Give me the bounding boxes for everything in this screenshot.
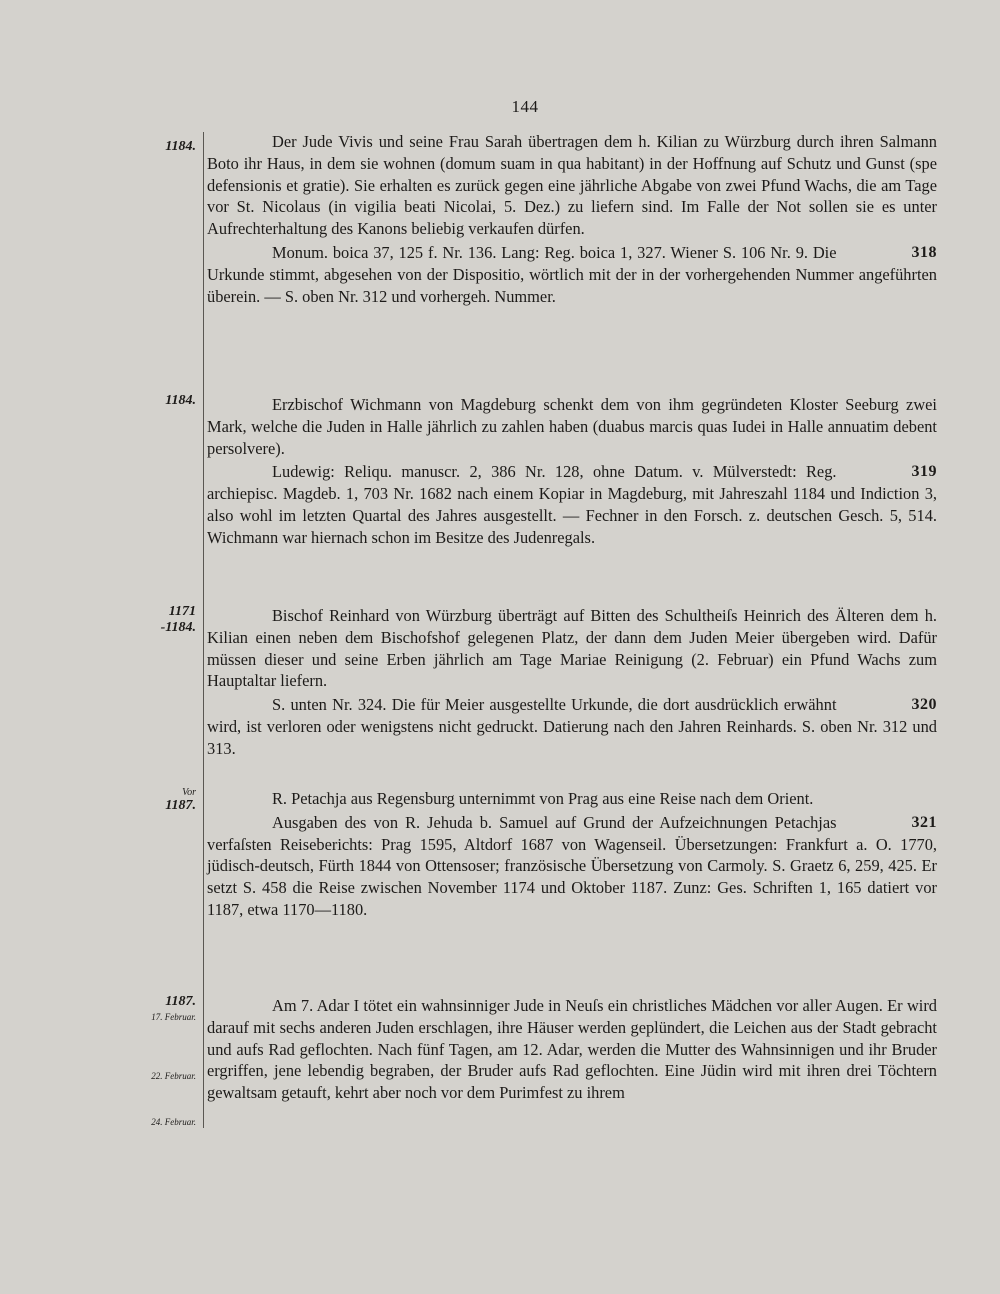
entry-318-note — [207, 242, 937, 307]
entry-320-note-text: S. unten Nr. 324. Die für Meier ausgestellte Urkunde, die dort ausdrücklich erwähnt wird, ist verloren oder wenigstens nicht gedruckt. Datierung nach den Jahren Reinhards. S. oben Nr. 312 und 313. — [207, 695, 937, 758]
entry-320-text: Bischof Reinhard von Würzburg überträgt auf Bitten des Schultheiſs Heinrich des Älteren dem h. Kilian einen neben dem Bischofshof gelegenen Platz, der dann dem Juden Meier übergeben wird. Dafür müssen dieser und seine Erben jährlich am Tage Mariae Reinigung (2. Februar) ein Pfund Wachs zum Hauptaltar liefern. — [207, 606, 937, 691]
entry-321-text: R. Petachja aus Regensburg unternimmt von Prag aus eine Reise nach dem Orient. — [272, 789, 814, 808]
margin-rule — [203, 132, 204, 1128]
entry-320-date-line2: -1184. — [160, 620, 196, 635]
entry-319 — [207, 394, 937, 549]
entry-318-text: Der Jude Vivis und seine Frau Sarah übertragen dem h. Kilian zu Würzburg durch ihren Salmann Boto ihr Haus, in dem sie wohnen (domum suam in qua habitant) in der Hoffnung auf Schutz und Gunst (spe defensionis et gratie). Sie erhalten es zurück gegen eine jährliche Abgabe von zwei Pfund Wachs, die am Tage vor St. Nicolaus (in vigilia beati Nicolai, 5. Dez.) zu liefern sind. Im Falle der Not sollen sie es unter Aufrechterhaltung des Kanons beliebig verkaufen dürfen. — [207, 132, 937, 239]
entry-319-number: 319 — [911, 463, 937, 481]
entry-321-date-year: 1187. — [165, 798, 196, 813]
entry-318-date: 1184. — [165, 139, 196, 154]
entry-322-date-sub3: 24. Februar. — [151, 1117, 196, 1127]
entry-322-date: 1187. — [165, 994, 196, 1009]
entry-321-number: 321 — [911, 813, 937, 831]
entry-320-date-line1: 1171 — [168, 604, 196, 619]
entry-318-note-text: Monum. boica 37, 125 f. Nr. 136. Lang: Reg. boica 1, 327. Wiener S. 106 Nr. 9. Die Urkunde stimmt, abgesehen von der Dispositio, wörtlich mit der in der vorhergehenden Nummer angeführten überein. — S. oben Nr. 312 und vorhergeh. Nummer. — [207, 242, 937, 306]
entry-322 — [207, 995, 937, 1104]
entry-322-date-sub1: 17. Februar. — [151, 1012, 196, 1022]
entry-320-date — [0, 604, 196, 636]
entry-319-note — [207, 461, 937, 548]
entry-319-date: 1184. — [165, 393, 196, 408]
entry-320 — [207, 605, 937, 760]
entry-318 — [207, 131, 937, 307]
entry-321-date — [0, 787, 196, 814]
entry-322-date-sub2: 22. Februar. — [151, 1071, 196, 1081]
entry-320-note — [207, 694, 937, 759]
entry-318-number: 318 — [911, 243, 937, 261]
entry-321-note — [207, 812, 937, 921]
entry-319-note-text: Ludewig: Reliqu. manuscr. 2, 386 Nr. 128, ohne Datum. v. Mülverstedt: Reg. archiepisc. Magdeb. 1, 703 Nr. 1682 nach einem Kopiar in Magdeburg, mit Jahreszahl 1184 und Indiction 3, also wohl im letzten Quartal des Jahres ausgestellt. — Fechner in den Forsch. z. deutschen Gesch. 5, 514. Wichmann war hiernach schon im Besitze des Judenregals. — [207, 462, 937, 547]
entry-321 — [207, 788, 937, 921]
entry-321-note-text: Ausgaben des von R. Jehuda b. Samuel auf Grund der Aufzeichnungen Petachjas verfaſsten Reiseberichts: Prag 1595, Altdorf 1687 von Wagenseil. Übersetzungen: Frankfurt a. O. 1770, jüdisch-deutsch, Fürth 1844 von Ottensoser; französische Übersetzung von Carmoly. S. Graetz 6, 259, 425. Er setzt S. 458 die Reise zwischen November 1174 und Oktober 1187. Zunz: Ges. Schriften 1, 165 datiert vor 1187, etwa 1170—1180. — [207, 812, 937, 919]
entry-319-text: Erzbischof Wichmann von Magdeburg schenkt dem von ihm gegründeten Kloster Seeburg zwei Mark, welche die Juden in Halle jährlich zu zahlen haben (duabus marcis quas Iudei in Halle annuatim debent persolvere). — [207, 395, 937, 458]
entry-320-number: 320 — [911, 696, 937, 714]
page-number: 144 — [511, 97, 539, 116]
entry-322-text: Am 7. Adar I tötet ein wahnsinniger Jude in Neuſs ein christliches Mädchen vor aller Augen. Er wird darauf mit sechs anderen Juden erschlagen, ihre Häuser werden geplündert, die Leichen aus der Stadt gebracht und aufs Rad geflochten. Nach fünf Tagen, am 12. Adar, werden die Mutter des Wahnsinnigen und ihr Bruder ergriffen, jene lebendig begraben, der Bruder aufs Rad geflochten. Eine Jüdin wird mit ihren drei Töchtern gewaltsam getauft, kehrt aber noch vor dem Purimfest zu ihrem — [207, 996, 937, 1103]
entry-321-date-pre: Vor — [182, 787, 196, 798]
